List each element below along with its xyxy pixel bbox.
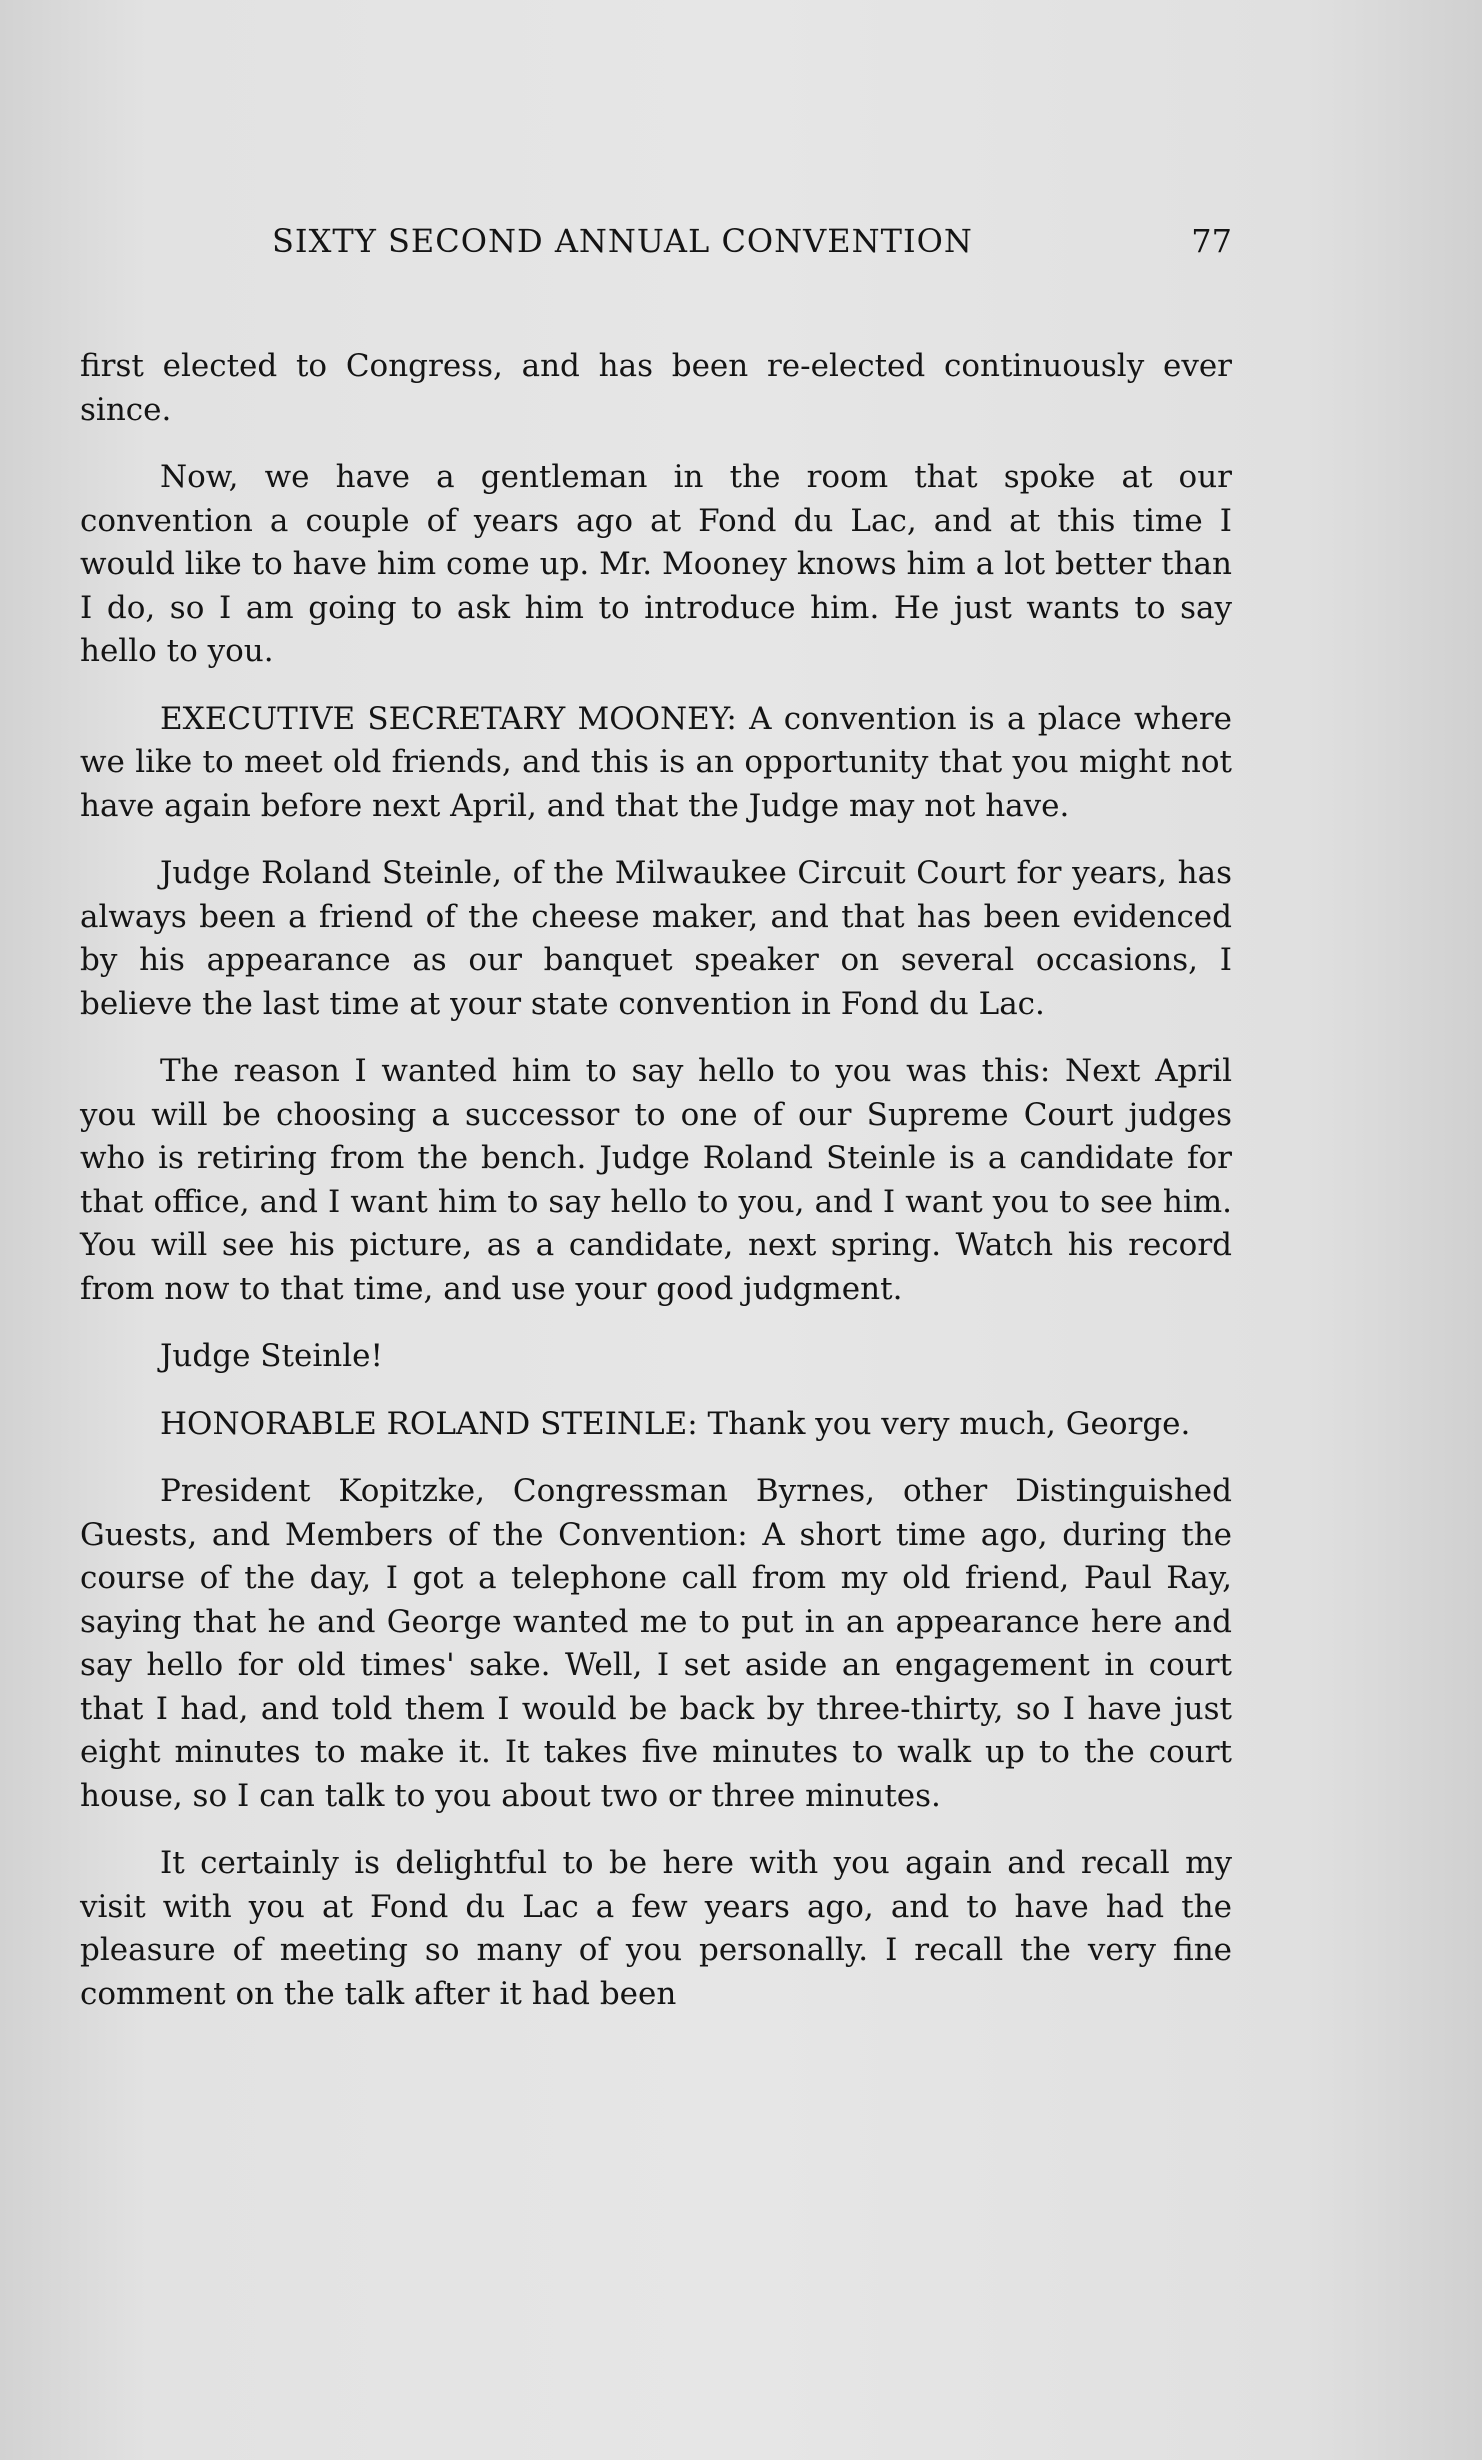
paragraph-candidacy: The reason I wanted him to say hello to you was this: Next April you will be choosing a successor to one of our Supreme Court judges who is retiring from the bench. Judge Roland Steinle is a candidate for that office, and I want him to say hello to you, and I want you to see him. You will see his picture, as a candidate, next spring. Watch his record from now to that time, and use your good judgment. bbox=[80, 1053, 1232, 1307]
running-head bbox=[272, 222, 1232, 272]
paragraph-steinle-recollection: It certainly is delightful to be here with you again and recall my visit with you at Fond du Lac a few years ago, and to have had the pleasure of meeting so many of you personally. I recall the very fine comment on the talk after it had been bbox=[80, 1845, 1232, 2012]
paragraph-mooney-remarks: EXECUTIVE SECRETARY MOONEY: A convention is a place where we like to meet old friends, and this is an opportunity that you might not have again before next April, and that the Judge may not have. bbox=[80, 700, 1232, 824]
page-number: 77 bbox=[1191, 222, 1232, 260]
body-text bbox=[80, 345, 1232, 2040]
running-head-title: SIXTY SECOND ANNUAL CONVENTION bbox=[272, 222, 973, 260]
paragraph-introduction: Now, we have a gentleman in the room that spoke at our convention a couple of years ago at Fond du Lac, and at this time I would like to have him come up. Mr. Mooney knows him a lot better than I do, so I am going to ask him to introduce him. He just wants to say hello to you. bbox=[80, 459, 1232, 669]
paragraph-steinle-greeting: President Kopitzke, Congressman Byrnes, other Distinguished Guests, and Members of the Convention: A short time ago, during the course of the day, I got a telephone call from my old friend, Paul Ray, saying that he and George wanted me to put in an appearance here and say hello for old times' sake. Well, I set aside an engagement in court that I had, and told them I would be back by three-thirty, so I have just eight minutes to make it. It takes five minutes to walk up to the court house, so I can talk to you about two or three minutes. bbox=[80, 1473, 1232, 1814]
paragraph-judge-background: Judge Roland Steinle, of the Milwaukee Circuit Court for years, has always been a friend of the cheese maker, and that has been evidenced by his appearance as our banquet speaker on several occasions, I believe the last time at your state convention in Fond du Lac. bbox=[80, 855, 1232, 1022]
paragraph-steinle-thanks: HONORABLE ROLAND STEINLE: Thank you very much, George. bbox=[160, 1405, 1191, 1442]
paragraph-continuation: first elected to Congress, and has been re-elected continuously ever since. bbox=[80, 348, 1232, 428]
paragraph-call-to-podium: Judge Steinle! bbox=[160, 1338, 383, 1374]
